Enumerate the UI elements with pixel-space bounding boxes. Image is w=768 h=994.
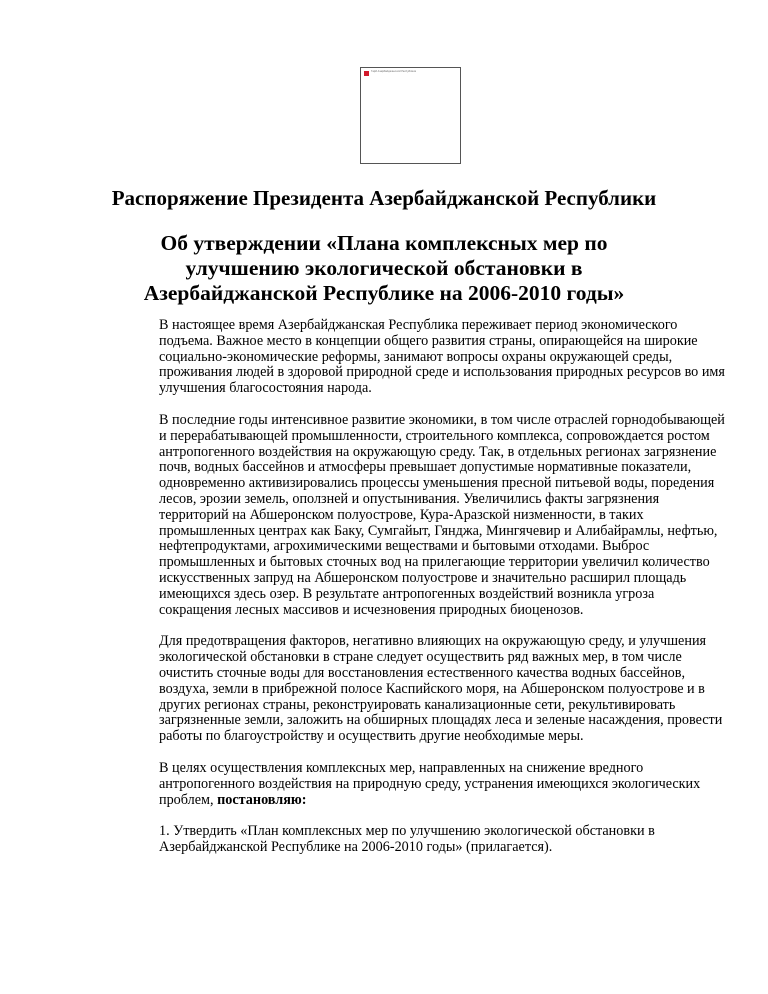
emblem-alt-text: Герб Азербайджанской Республики [371,70,417,73]
decree-keyword: постановляю: [217,791,307,808]
decree-text: В целях осуществления комплексных мер, направленных на снижение вредного антропогенного воздействия на природную среду, устранения имеющихся экологических проблем, [159,759,701,808]
paragraph-intro: В настоящее время Азербайджанская Республика переживает период экономического подъема. Важное место в концепции общего развития страны, опирающейся на широкие социально-экономические реформы, занимают вопросы охраны окружающей среды, проживания людей в здоровой природной среде и использования природных ресурсов во имя улучшения благосостояния народа. [159,317,725,397]
decree-item-1: 1. Утвердить «План комплексных мер по улучшению экологической обстановки в Азербайджанской Республике на 2006-2010 годы» (прилагается). [159,823,655,856]
document-subtitle: Об утверждении «Плана комплексных мер по улучшению экологической обстановки в Азербайджанской Республике на 2006-2010 годы» [143,231,625,305]
paragraph-decree [159,761,729,808]
document-body [159,318,729,856]
emblem-image-placeholder [360,67,461,164]
paragraph-problems: В последние годы интенсивное развитие экономики, в том числе отраслей горнодобывающей и перерабатывающей промышленности, строительного комплекса, сопровождается ростом антропогенного воздействия на окружающую среду. Так, в отдельных регионах загрязнение почв, водных бассейнов и атмосферы превышает допустимые нормативные показатели, одновременно активизировались процессы уменьшения пресной питьевой воды, поредения лесов, эрозии земель, оползней и опустынивания. Увеличились факты загрязнения территорий на Абшеронском полуострове, Кура-Аразской низменности, в таких промышленных центрах как Баку, Сумгайыт, Гянджа, Мингячевир и Алибайрамлы, нефтью, нефтепродуктами, агрохимическими веществами и бытовыми отходами. Выброс промышленных и бытовых сточных вод на прилегающие территории увеличил количество искусственных запруд на Абшеронском полуострове и значительно расширил площадь имеющихся здесь озер. В результате антропогенных воздействий возникла угроза сокращения лесных массивов и исчезновения природных биоценозов. [159,411,725,618]
document-title: Распоряжение Президента Азербайджанской Республики [111,186,657,210]
paragraph-measures: Для предотвращения факторов, негативно влияющих на окружающую среду, и улучшения экологической обстановки в стране следует осуществить ряд важных мер, в том числе очистить сточные воды для восстановления естественного качества водных бассейнов, воздуха, земли в прибрежной полосе Каспийского моря, на Абшеронском полуострове и в других регионах страны, реконструировать канализационные сети, рекультивировать загрязненные земли, заложить на обширных площадях леса и зеленые насаждения, провести работы по благоустройству и осуществить другие необходимые меры. [159,633,723,745]
broken-image-icon [364,71,369,76]
